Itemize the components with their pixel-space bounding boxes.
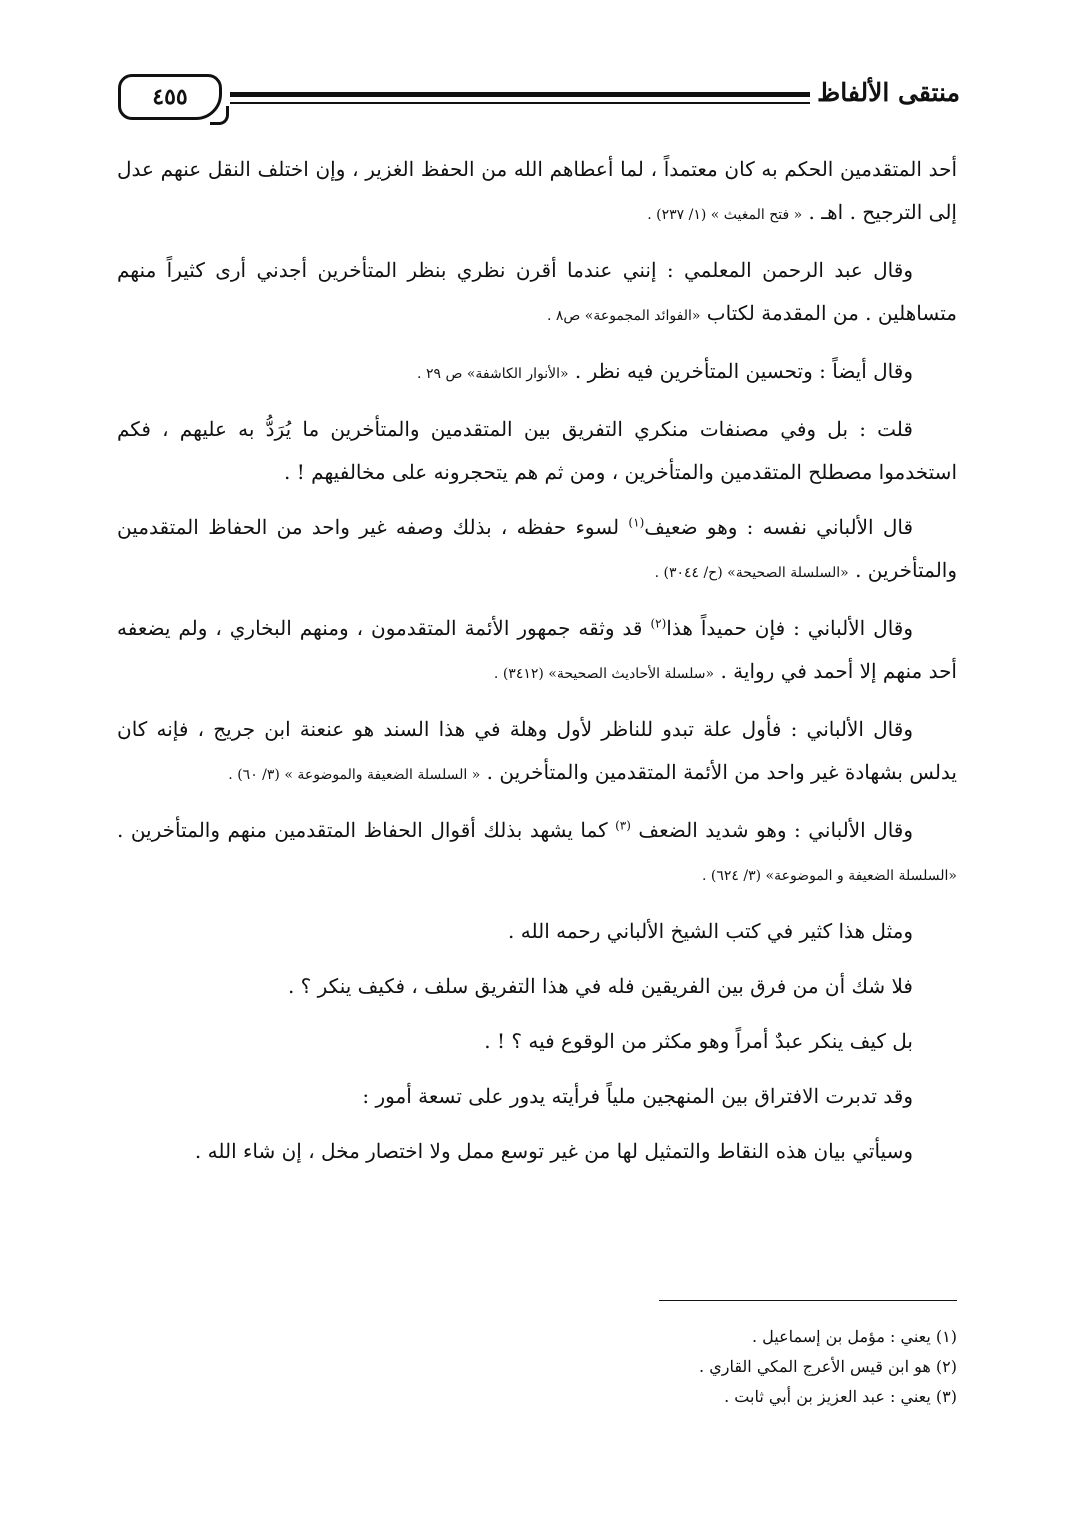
paragraph: قال الألباني نفسه : وهو ضعيف$^{(١)}$ لسوء حفظه ، بذلك وصفه غير واحد من الحفاظ المتقدمين والمتأخرين . «السلسلة الصحيحة» (ح/ ٣٠٤٤) . (117, 515, 957, 582)
source-reference: «السلسلة الصحيحة» (ح/ ٣٠٤٤) . (654, 565, 849, 581)
paragraph: قلت : بل وفي مصنفات منكري التفريق بين المتقدمين والمتأخرين ما يُرَدُّ به عليهم ، فكم استخدموا مصطلح المتقدمين والمتأخرين ، ومن ثم هم يتحجرونه على مخالفيهم ! . (117, 417, 957, 484)
page-number: ٤٥٥ (152, 84, 188, 110)
paragraph: وقال عبد الرحمن المعلمي : إنني عندما أقرن نظري بنظر المتأخرين أجدني أرى كثيراً منهم متساهلين . من المقدمة لكتاب «الفوائد المجموعة» ص٨ . (117, 258, 957, 325)
page-number-badge (118, 74, 222, 120)
source-reference: «السلسلة الضعيفة و الموضوعة» (٣/ ٦٢٤) . (701, 868, 957, 884)
footnote: (١) يعني : مؤمل بن إسماعيل . (751, 1327, 957, 1346)
footnote-separator (659, 1300, 957, 1301)
paragraph: وقال أيضاً : وتحسين المتأخرين فيه نظر . «الأنوار الكاشفة» ص ٢٩ . (417, 359, 913, 383)
footnote: (٣) يعني : عبد العزيز بن أبي ثابت . (724, 1387, 957, 1406)
paragraph: ومثل هذا كثير في كتب الشيخ الألباني رحمه الله . (508, 919, 913, 943)
paragraph: وقال الألباني : وهو شديد الضعف $^{(٣)}$ كما يشهد بذلك أقوال الحفاظ المتقدمين منهم والمتأخرين . «السلسلة الضعيفة و الموضوعة» (٣/ ٦٢٤) . (117, 818, 957, 884)
source-reference: «الأنوار الكاشفة» ص ٢٩ . (417, 366, 569, 382)
source-reference: « السلسلة الضعيفة والموضوعة » (٣/ ٦٠) . (228, 767, 481, 783)
footnote-marker[interactable]: (٢) (650, 616, 667, 631)
paragraph: وقال الألباني : فإن حميداً هذا$^{(٢)}$ قد وثقه جمهور الأئمة المتقدمون ، ومنهم البخاري ، ولم يضعفه أحد منهم إلا أحمد في رواية . «سلسلة الأحاديث الصحيحة» (٣٤١٢) . (117, 616, 957, 683)
source-reference: «سلسلة الأحاديث الصحيحة» (٣٤١٢) . (493, 666, 715, 682)
paragraph: وقد تدبرت الافتراق بين المنهجين ملياً فرأيته يدور على تسعة أمور : (362, 1084, 913, 1108)
footnotes (357, 1322, 957, 1412)
page-header (112, 70, 960, 130)
paragraph: وسيأتي بيان هذه النقاط والتمثيل لها من غير توسع ممل ولا اختصار مخل ، إن شاء الله . (194, 1139, 913, 1163)
paragraph: وقال الألباني : فأول علة تبدو للناظر لأول وهلة في هذا السند هو عنعنة ابن جريج ، فإنه كان يدلس بشهادة غير واحد من الأئمة المتقدمين والمتأخرين . « السلسلة الضعيفة والموضوعة » (٣/ ٦٠) . (117, 717, 957, 784)
header-rule (230, 92, 810, 104)
paragraph: فلا شك أن من فرق بين الفريقين فله في هذا التفريق سلف ، فكيف ينكر ؟ . (287, 974, 913, 998)
footnote: (٢) هو ابن قيس الأعرج المكي القاري . (699, 1357, 957, 1376)
source-reference: « فتح المغيث » (١/ ٢٣٧) . (647, 207, 803, 223)
footnote-marker[interactable]: (٣) (615, 818, 631, 833)
paragraph: أحد المتقدمين الحكم به كان معتمداً ، لما أعطاهم الله من الحفظ الغزير ، وإن اختلف النقل عنهم عدل إلى الترجيح . اهـ . « فتح المغيث » (١/ ٢٣٧) . (117, 157, 957, 224)
main-text (117, 148, 957, 1185)
footnote-marker[interactable]: (١) (628, 515, 645, 530)
paragraph: بل كيف ينكر عبدٌ أمراً وهو مكثر من الوقوع فيه ؟ ! . (484, 1029, 913, 1053)
running-title: منتقى الألفاظ (817, 78, 960, 107)
source-reference: «الفوائد المجموعة» ص٨ . (546, 308, 701, 324)
